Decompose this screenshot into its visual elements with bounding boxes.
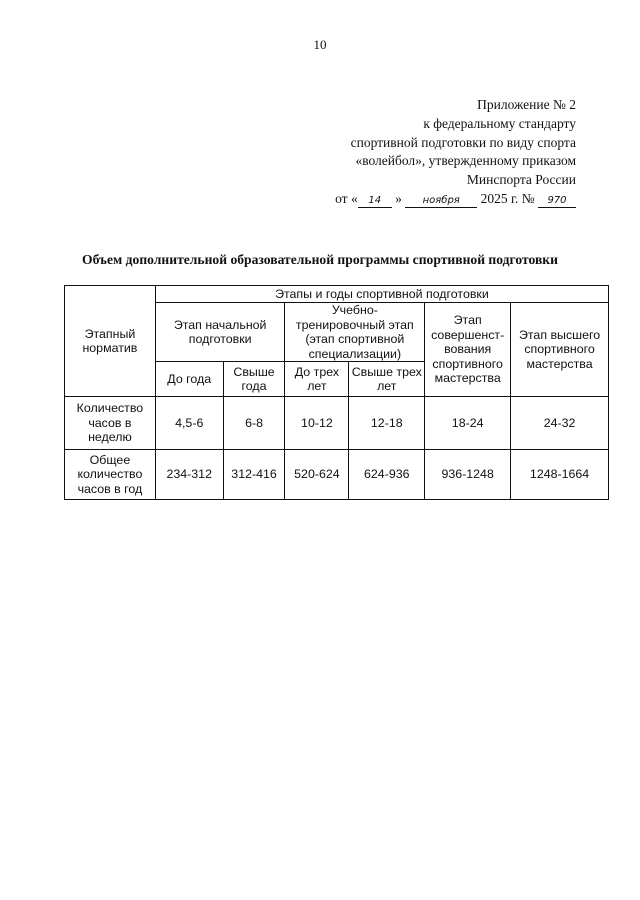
appendix-block (335, 96, 576, 209)
table-cell: 12-18 (349, 397, 425, 450)
header-stage-initial: Этап начальной подготовки (155, 303, 285, 362)
appendix-line: Приложение № 2 (477, 97, 576, 112)
subheader-initial-2: Свыше года (223, 362, 285, 397)
handwritten-day: 14 (358, 195, 392, 208)
table-row (65, 450, 609, 500)
table-cell: 6-8 (223, 397, 285, 450)
row-label: Количество часов в неделю (65, 397, 156, 450)
table-cell: 936-1248 (425, 450, 511, 500)
header-stage-highest: Этап высшего спортивного мастерства (511, 303, 609, 397)
quote-close: » (395, 190, 402, 206)
table-cell: 10-12 (285, 397, 349, 450)
norms-table (64, 285, 609, 500)
header-stage-training: Учебно-тренировочный этап (этап спортивной специализации) (285, 303, 425, 362)
subheader-initial-1: До года (155, 362, 223, 397)
table-cell: 18-24 (425, 397, 511, 450)
appendix-line: к федеральному стандарту (423, 115, 576, 131)
page-number: 10 (313, 37, 327, 52)
date-prefix: от « (335, 190, 358, 206)
document-title: Объем дополнительной образовательной программы спортивной подготовки (82, 252, 558, 267)
header-corner: Этапный норматив (65, 286, 156, 397)
year-text: 2025 г. № (480, 190, 535, 206)
header-group: Этапы и годы спортивной подготовки (155, 286, 608, 303)
table-cell: 4,5-6 (155, 397, 223, 450)
table-cell: 624-936 (349, 450, 425, 500)
appendix-line: спортивной подготовки по виду спорта (350, 134, 576, 150)
appendix-line: Минспорта России (466, 172, 576, 188)
order-date-line (335, 190, 576, 209)
table-cell: 520-624 (285, 450, 349, 500)
subheader-training-1: До трех лет (285, 362, 349, 397)
table-cell: 1248-1664 (511, 450, 609, 500)
subheader-training-2: Свыше трех лет (349, 362, 425, 397)
table-cell: 234-312 (155, 450, 223, 500)
table-row (65, 397, 609, 450)
row-label: Общее количество часов в год (65, 450, 156, 500)
table-cell: 24-32 (511, 397, 609, 450)
handwritten-order-number: 970 (538, 195, 576, 208)
header-stage-perfection: Этап совершенст-вования спортивного мастерства (425, 303, 511, 397)
table-cell: 312-416 (223, 450, 285, 500)
handwritten-month: ноября (405, 195, 477, 208)
appendix-line: «волейбол», утвержденному приказом (355, 153, 576, 169)
